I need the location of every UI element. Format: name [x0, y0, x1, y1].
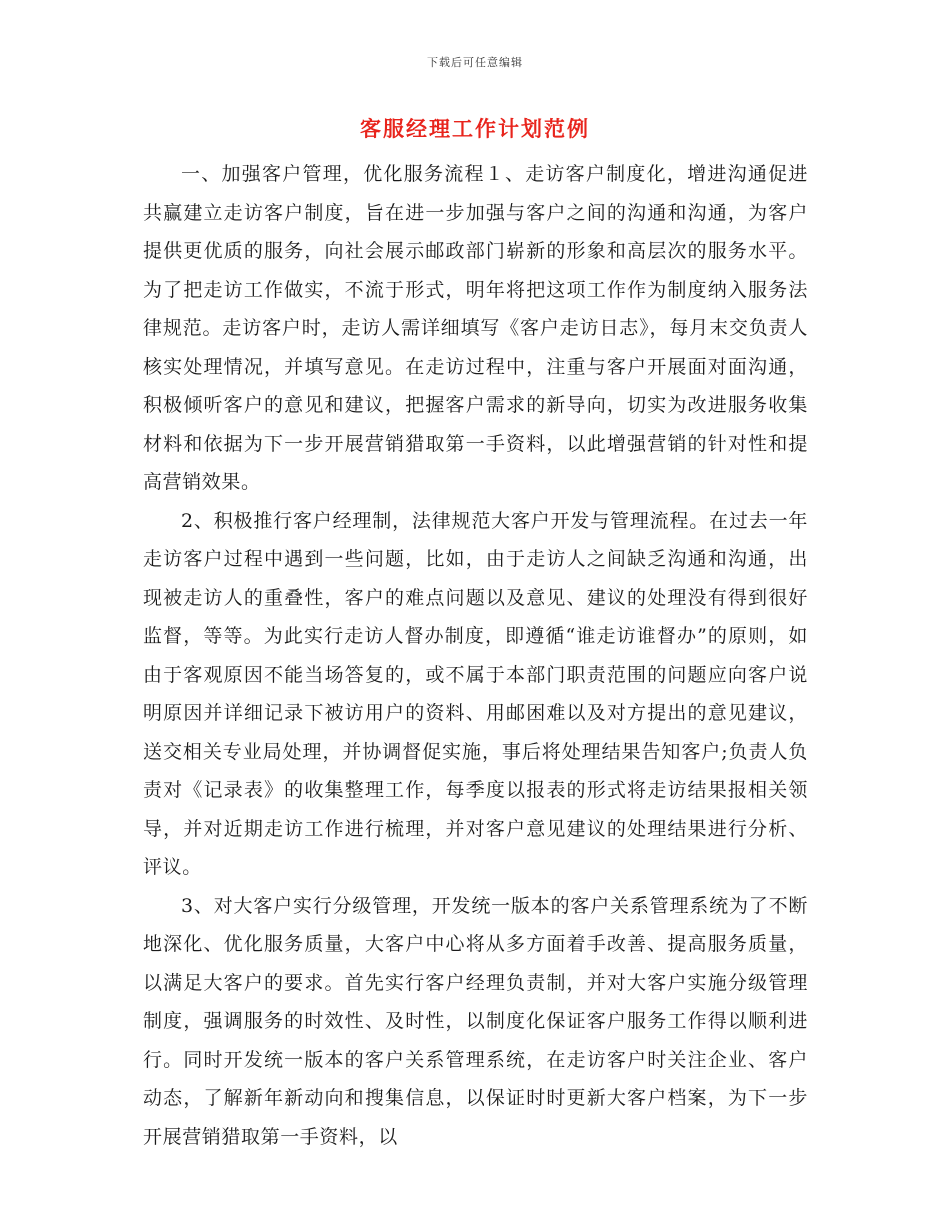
document-body	[143, 155, 808, 1156]
paragraph-3: 3、对大客户实行分级管理，开发统一版本的客户关系管理系统为了不断地深化、优化服务质量，大客户中心将从多方面着手改善、提高服务质量，以满足大客户的要求。首先实行客户经理负责制，并对大客户实施分级管理制度，强调服务的时效性、及时性，以制度化保证客户服务工作得以顺利进行。同时开发统一版本的客户关系管理系统，在走访客户时关注企业、客户动态，了解新年新动向和搜集信息，以保证时时更新大客户档案，为下一步开展营销猎取第一手资料，以	[143, 894, 808, 1148]
paragraph-1: 一、加强客户管理，优化服务流程１、走访客户制度化，增进沟通促进共赢建立走访客户制度，旨在进一步加强与客户之间的沟通和沟通，为客户提供更优质的服务，向社会展示邮政部门崭新的形象和高层次的服务水平。为了把走访工作做实，不流于形式，明年将把这项工作作为制度纳入服务法律规范。走访客户时，走访人需详细填写《客户走访日志》，每月末交负责人核实处理情况，并填写意见。在走访过程中，注重与客户开展面对面沟通，积极倾听客户的意见和建议，把握客户需求的新导向，切实为改进服务收集材料和依据为下一步开展营销猎取第一手资料，以此增强营销的针对性和提高营销效果。	[143, 163, 808, 493]
page-header-note: 下载后可任意编辑	[427, 56, 523, 69]
paragraph-2: 2、积极推行客户经理制，法律规范大客户开发与管理流程。在过去一年走访客户过程中遇到一些问题，比如，由于走访人之间缺乏沟通和沟通，出现被走访人的重叠性，客户的难点问题以及意见、建议的处理没有得到很好监督，等等。为此实行走访人督办制度，即遵循“谁走访谁督办”的原则，如由于客观原因不能当场答复的，或不属于本部门职责范围的问题应向客户说明原因并详细记录下被访用户的资料、用邮困难以及对方提出的意见建议，送交相关专业局处理，并协调督促实施，事后将处理结果告知客户;负责人负责对《记录表》的收集整理工作，每季度以报表的形式将走访结果报相关领导，并对近期走访工作进行梳理，并对客户意见建议的处理结果进行分析、评议。	[143, 509, 808, 878]
document-title: 客服经理工作计划范例	[360, 116, 590, 141]
